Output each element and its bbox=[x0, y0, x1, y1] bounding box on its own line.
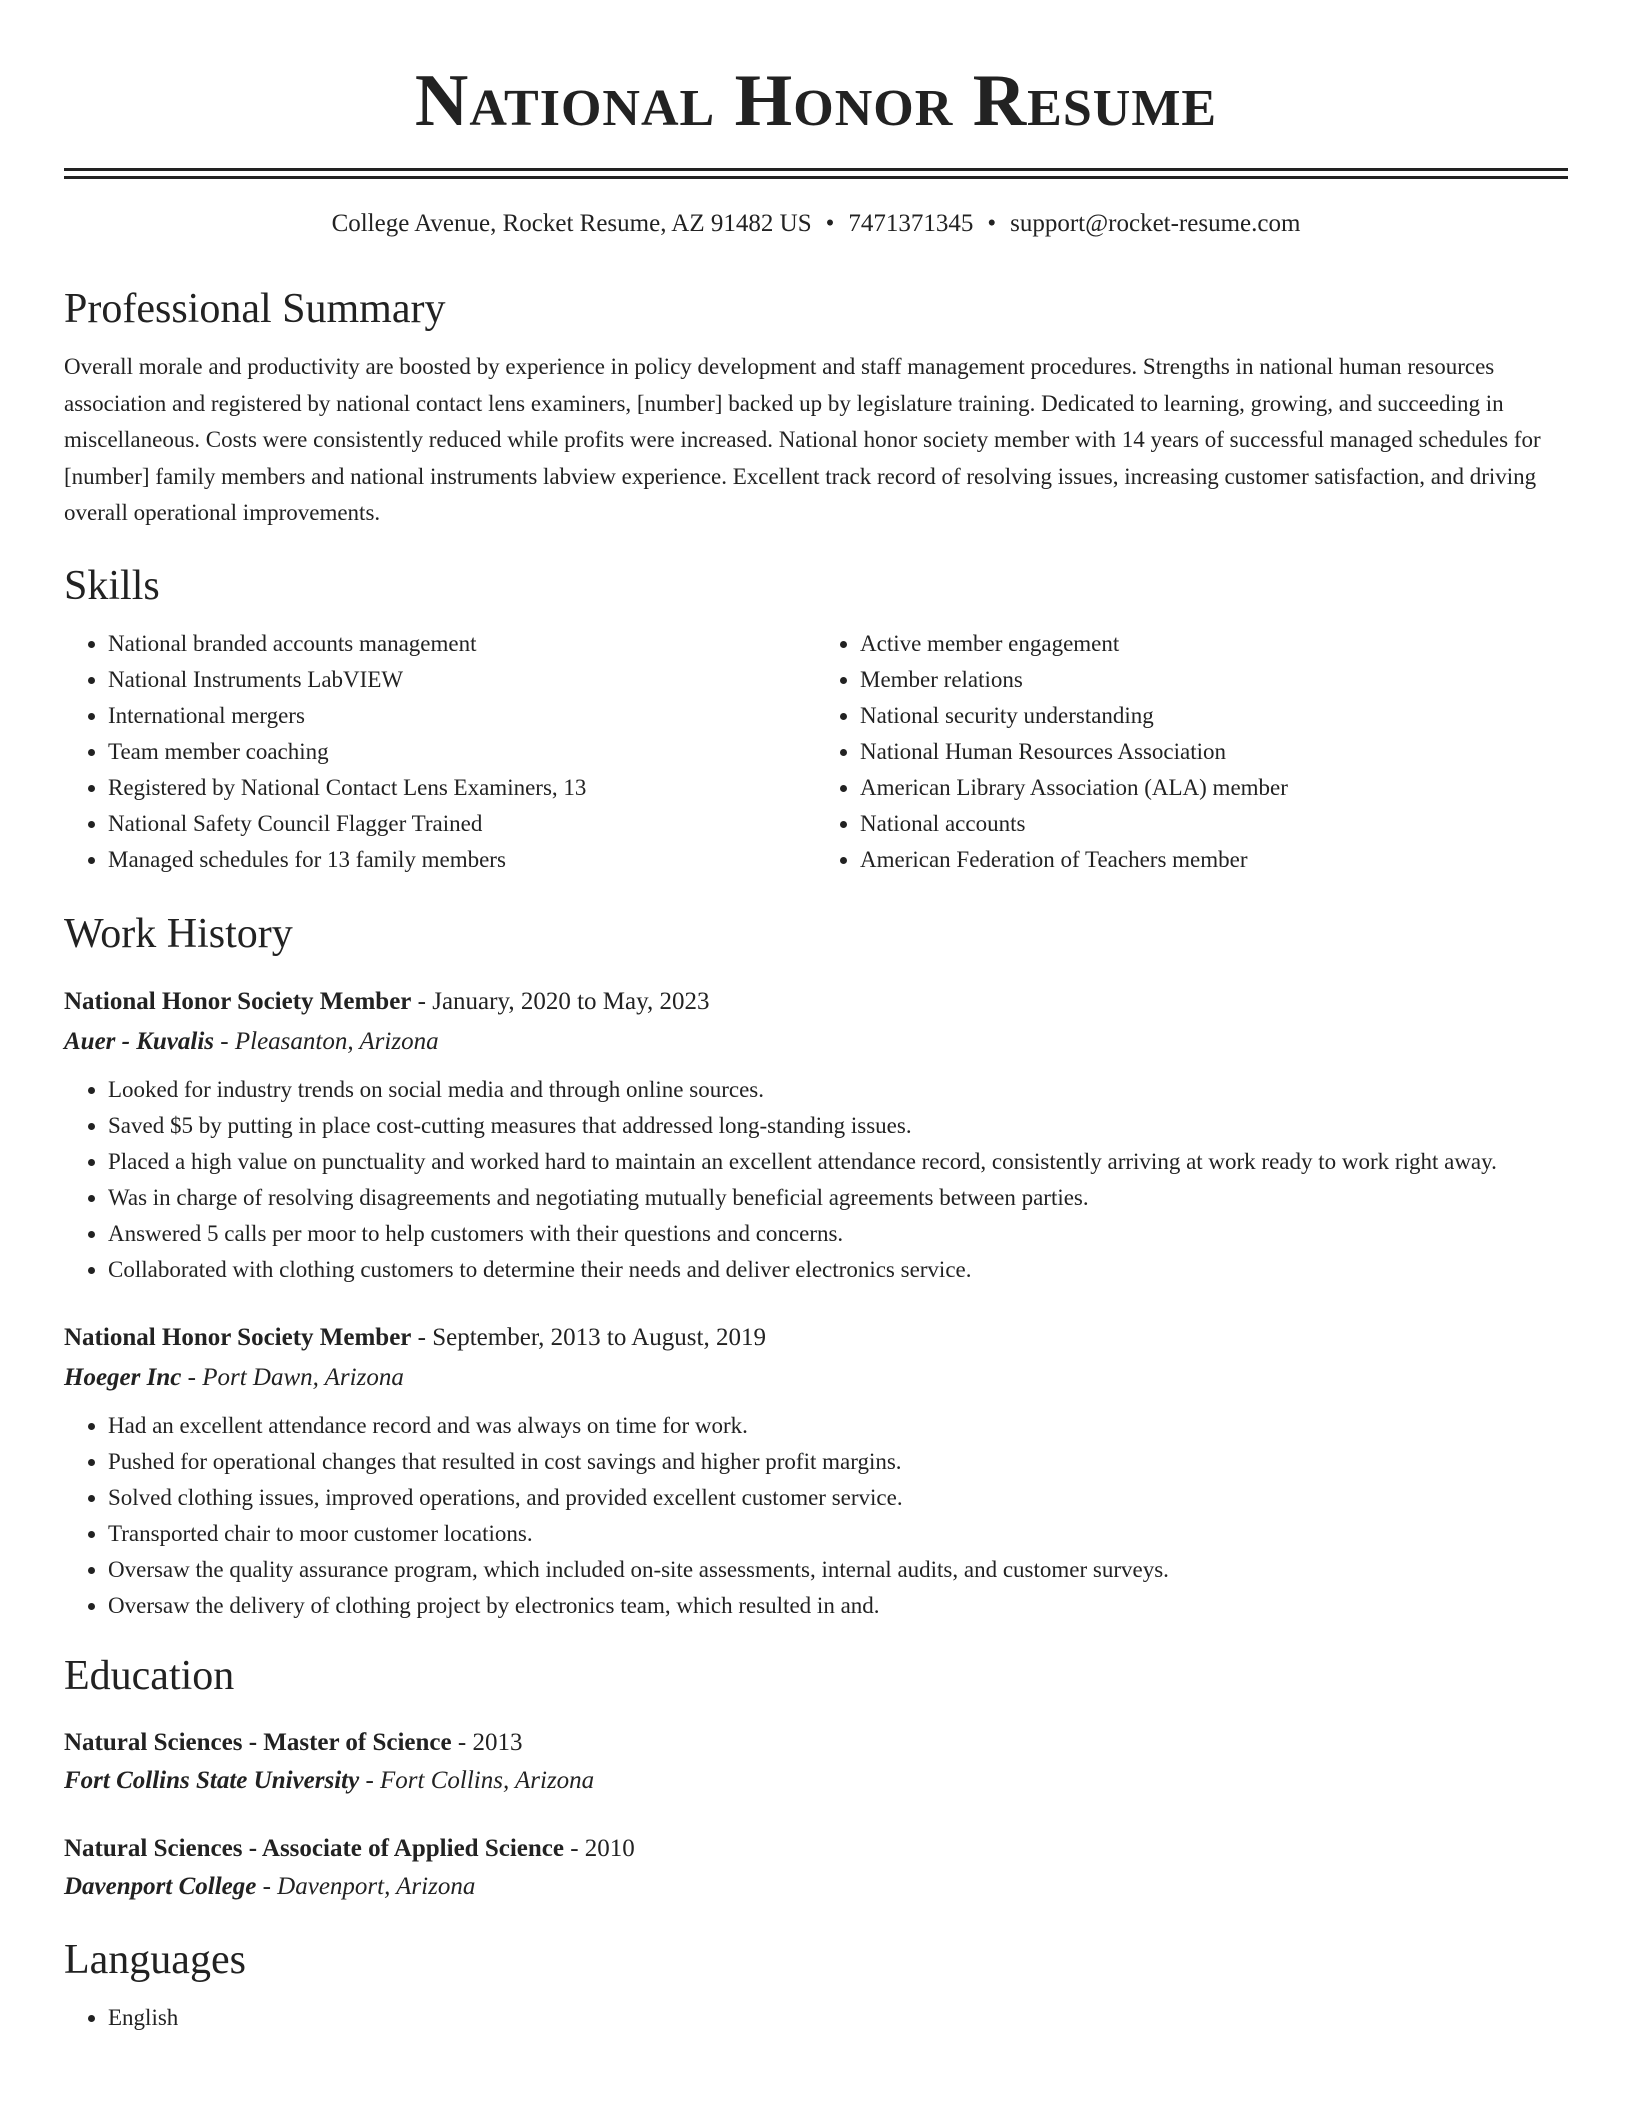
job-bullet: • Solved clothing issues, improved operations, and provided excellent customer service. bbox=[108, 1480, 1568, 1516]
job-location: Pleasanton, Arizona bbox=[234, 1027, 439, 1055]
education-school: Fort Collins State University bbox=[64, 1766, 360, 1794]
education-location: Davenport, Arizona bbox=[277, 1872, 476, 1900]
section-title-summary: Professional Summary bbox=[64, 286, 446, 332]
education-location: Fort Collins, Arizona bbox=[380, 1766, 595, 1794]
section-title-skills: Skills bbox=[64, 562, 160, 609]
resume-name: National Honor Resume bbox=[414, 60, 1218, 142]
skills-columns bbox=[64, 626, 1568, 878]
education-degree: Natural Sciences - Associate of Applied Science bbox=[64, 1834, 564, 1862]
skill-item: • American Federation of Teachers member bbox=[860, 842, 1568, 878]
job-bullets bbox=[64, 1408, 1568, 1624]
skill-item: • International mergers bbox=[108, 698, 816, 734]
job-bullet: • Had an excellent attendance record and was always on time for work. bbox=[108, 1408, 1568, 1444]
skill-item: • National accounts bbox=[860, 806, 1568, 842]
job-bullets bbox=[64, 1072, 1568, 1288]
job-company: Hoeger Inc bbox=[64, 1363, 182, 1391]
skill-item: • National branded accounts management bbox=[108, 626, 816, 662]
section-title-work-history: Work History bbox=[64, 910, 293, 957]
education-header bbox=[64, 1724, 1568, 1762]
job-employer bbox=[64, 1358, 1568, 1398]
education-year: 2010 bbox=[584, 1834, 635, 1862]
education-school: Davenport College bbox=[64, 1872, 257, 1900]
job-dash: - bbox=[411, 1323, 433, 1351]
job-dates: September, 2013 to August, 2019 bbox=[432, 1323, 766, 1351]
job-location: Port Dawn, Arizona bbox=[202, 1363, 404, 1391]
skills-list-left bbox=[64, 626, 816, 878]
education-institution bbox=[64, 1762, 1568, 1800]
job-bullet: • Looked for industry trends on social media and through online sources. bbox=[108, 1072, 1568, 1108]
job-role: National Honor Society Member bbox=[64, 987, 412, 1015]
job-dash: - bbox=[214, 1027, 235, 1055]
job-bullet: • Collaborated with clothing customers to determine their needs and deliver electronics service. bbox=[108, 1252, 1568, 1288]
header-divider bbox=[64, 168, 1568, 179]
job-dash: - bbox=[181, 1363, 203, 1391]
contact-email: support@rocket-resume.com bbox=[1010, 210, 1301, 237]
job-bullet: • Oversaw the delivery of clothing project by electronics team, which resulted in and. bbox=[108, 1588, 1568, 1624]
section-title-languages: Languages bbox=[64, 1936, 246, 1983]
summary-text: Overall morale and productivity are boosted by experience in policy development and staff management procedures. Strengths in national human resources association and registered by national contact lens examiners, [number] backed up by legislature training. Dedicated to learning, growing, and succeeding in miscellaneous. Costs were consistently reduced while profits were increased. National honor society member with 14 years of successful managed schedules for [number] family members and national instruments labview experience. Excellent track record of resolving issues, increasing customer satisfaction, and driving overall operational improvements. bbox=[64, 354, 1541, 525]
education-year: 2013 bbox=[472, 1728, 523, 1756]
job-header bbox=[64, 1318, 1568, 1358]
contact-separator: • bbox=[825, 210, 835, 237]
contact-phone: 7471371345 bbox=[848, 210, 974, 237]
skill-item: • American Library Association (ALA) member bbox=[860, 770, 1568, 806]
language-item: • English bbox=[108, 2000, 1568, 2036]
job-bullet: • Was in charge of resolving disagreements and negotiating mutually beneficial agreements between parties. bbox=[108, 1180, 1568, 1216]
education-entry bbox=[64, 1830, 1568, 1906]
education-institution bbox=[64, 1868, 1568, 1906]
skill-item: • National Human Resources Association bbox=[860, 734, 1568, 770]
job-entry bbox=[64, 1318, 1568, 1624]
job-dash: - bbox=[411, 987, 433, 1015]
job-bullet: • Saved $5 by putting in place cost-cutting measures that addressed long-standing issues. bbox=[108, 1108, 1568, 1144]
job-bullet: • Placed a high value on punctuality and worked hard to maintain an excellent attendance record, consistently arriving at work ready to work right away. bbox=[108, 1144, 1568, 1180]
skill-item: • Managed schedules for 13 family members bbox=[108, 842, 816, 878]
job-dates: January, 2020 to May, 2023 bbox=[432, 987, 710, 1015]
education-dash: - bbox=[563, 1834, 585, 1862]
skill-item: • National Instruments LabVIEW bbox=[108, 662, 816, 698]
job-company: Auer - Kuvalis bbox=[64, 1027, 215, 1055]
job-bullet: • Oversaw the quality assurance program, which included on-site assessments, internal audits, and customer surveys. bbox=[108, 1552, 1568, 1588]
education-dash: - bbox=[256, 1872, 278, 1900]
education-header bbox=[64, 1830, 1568, 1868]
section-title-education: Education bbox=[64, 1652, 235, 1699]
skill-item: • National Safety Council Flagger Trained bbox=[108, 806, 816, 842]
languages-list bbox=[64, 2000, 1568, 2036]
job-bullet: • Pushed for operational changes that resulted in cost savings and higher profit margins. bbox=[108, 1444, 1568, 1480]
contact-separator: • bbox=[987, 210, 997, 237]
job-bullet: • Answered 5 calls per moor to help customers with their questions and concerns. bbox=[108, 1216, 1568, 1252]
education-dash: - bbox=[359, 1766, 381, 1794]
contact-address: College Avenue, Rocket Resume, AZ 91482 US bbox=[331, 210, 812, 237]
job-role: National Honor Society Member bbox=[64, 1323, 412, 1351]
contact-line bbox=[64, 207, 1568, 241]
education-entry bbox=[64, 1724, 1568, 1800]
education-degree: Natural Sciences - Master of Science bbox=[64, 1728, 452, 1756]
job-bullet: • Transported chair to moor customer locations. bbox=[108, 1516, 1568, 1552]
job-header bbox=[64, 982, 1568, 1022]
skill-item: • Registered by National Contact Lens Examiners, 13 bbox=[108, 770, 816, 806]
skill-item: • Active member engagement bbox=[860, 626, 1568, 662]
skills-list-right bbox=[816, 626, 1568, 878]
skill-item: • Member relations bbox=[860, 662, 1568, 698]
education-dash: - bbox=[451, 1728, 473, 1756]
skill-item: • Team member coaching bbox=[108, 734, 816, 770]
skill-item: • National security understanding bbox=[860, 698, 1568, 734]
job-employer bbox=[64, 1022, 1568, 1062]
job-entry bbox=[64, 982, 1568, 1288]
